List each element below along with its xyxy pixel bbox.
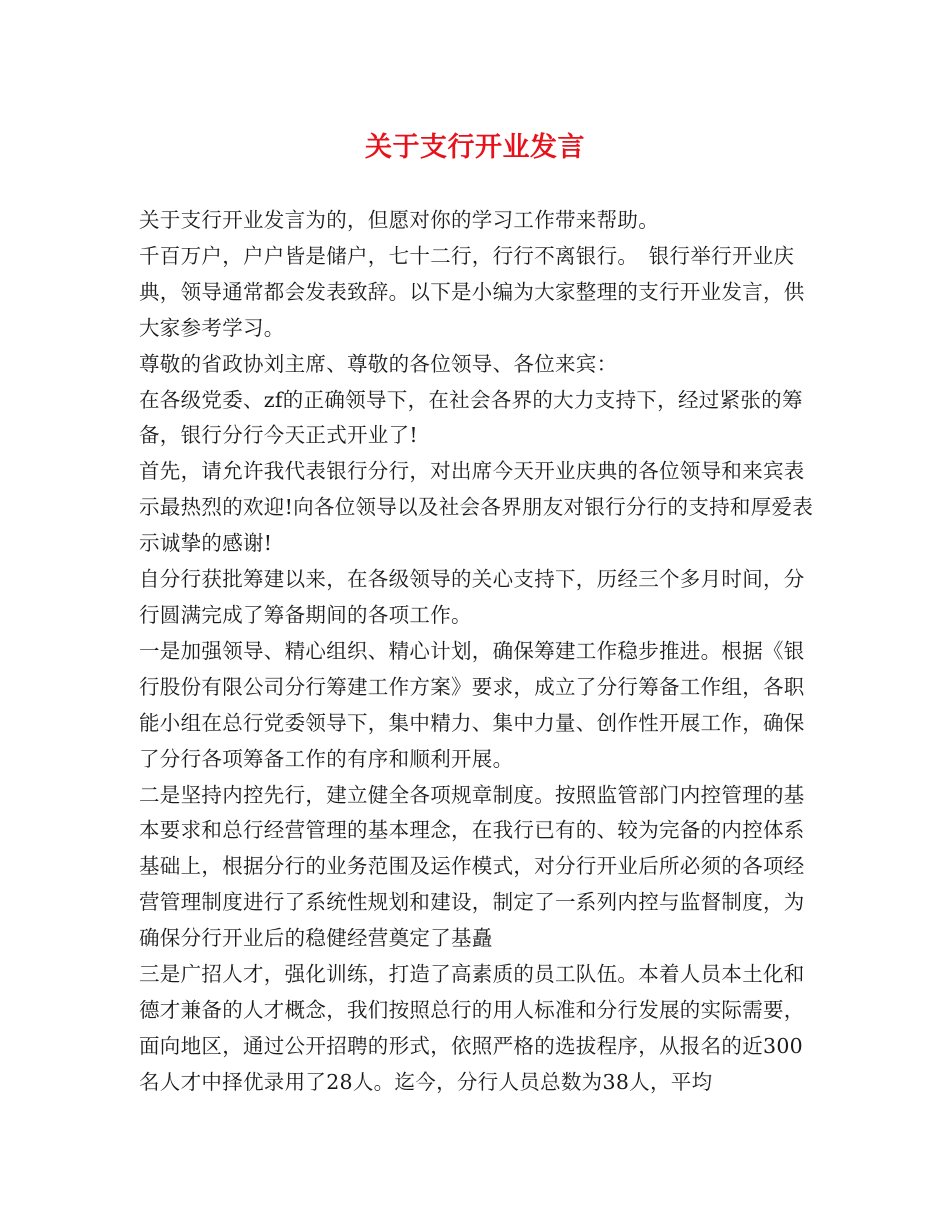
document-title: 关于支行开业发言 — [365, 132, 585, 163]
paragraph-intro: 关于支行开业发言为的，但愿对你的学习工作带来帮助。 — [139, 208, 659, 232]
paragraph-welcome: 首先，请允许我代表银行分行，对出席今天开业庆典的各位领导和来宾表示最热烈的欢迎!向各位领导以及社会各界朋友对银行分行的支持和厚爱表示诚挚的感谢! — [139, 459, 814, 556]
paragraph-preparation: 自分行获批筹建以来，在各级领导的关心支持下，历经三个多月时间，分行圆满完成了筹备期间的各项工作。 — [139, 567, 805, 627]
paragraph-opening: 在各级党委、zf的正确领导下，在社会各界的大力支持下，经过紧张的筹备，银行分行今天正式开业了! — [139, 387, 803, 448]
paragraph-point-two: 二是坚持内控先行，建立健全各项规章制度。按照监管部门内控管理的基本要求和总行经营管理的基本理念，在我行已有的、较为完备的内控体系基础上，根据分行的业务范围及运作模式，对分行开业后所必须的各项经营管理制度进行了系统性规划和建设，制定了一系列内控与监督制度，为确保分行开业后的稳健经营奠定了基矗 — [139, 782, 805, 951]
document-body — [139, 203, 819, 1101]
paragraph-point-one: 一是加强领导、精心组织、精心计划，确保筹建工作稳步推进。根据《银行股份有限公司分行筹建工作方案》要求，成立了分行筹备工作组，各职能小组在总行党委领导下，集中精力、集中力量、创作性开展工作，确保了分行各项筹备工作的有序和顺利开展。 — [139, 638, 805, 771]
paragraph-preface: 千百万户，户户皆是储户，七十二行，行行不离银行。 银行举行开业庆典，领导通常都会发表致辞。以下是小编为大家整理的支行开业发言，供大家参考学习。 — [139, 243, 805, 340]
paragraph-salutation: 尊敬的省政协刘主席、尊敬的各位领导、各位来宾： — [139, 351, 618, 376]
paragraph-point-three: 三是广招人才，强化训练，打造了高素质的员工队伍。本着人员本土化和德才兼备的人才概念，我们按照总行的用人标准和分行发展的实际需要，面向地区，通过公开招聘的形式，依照严格的选拔程序，从报名的近300名人才中择优录用了28人。迄今，分行人员总数为38人，平均 — [139, 962, 805, 1094]
